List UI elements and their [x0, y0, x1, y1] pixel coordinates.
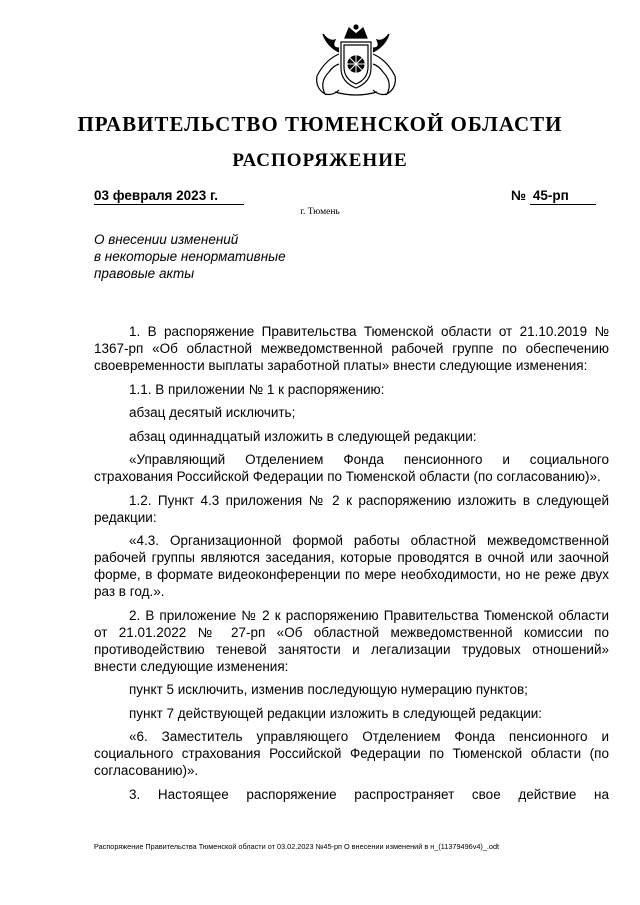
paragraph: «4.3. Организационной формой работы областной межведомственной рабочей группы являются заседания, которые проводятся в очной или заочной форме, в формате видеоконференции по мере необходимости, но не реже двух раз в год.». — [94, 533, 609, 599]
paragraph: абзац одиннадцатый изложить в следующей редакции: — [129, 428, 477, 444]
paragraph: 2. В приложение № 2 к распоряжению Правительства Тюменской области от 21.01.2022 № 27-рп «Об областной межведомственной комиссии по противодействию теневой занятости и легализации трудовых отношений» внести следующие изменения: — [94, 607, 609, 674]
paragraph: 1.1. В приложении № 1 к распоряжению: — [129, 381, 385, 397]
number-value: 45-рп — [530, 187, 596, 205]
subject-line: правовые акты — [94, 266, 195, 281]
subject-line: О внесении изменений — [94, 232, 239, 247]
document-date: 03 февраля 2023 г. — [94, 187, 244, 205]
document-type-title: РАСПОРЯЖЕНИЕ — [232, 150, 408, 171]
paragraph: 3. Настоящее распоряжение распространяет свое действие на — [129, 786, 609, 802]
document-body — [94, 323, 609, 809]
paragraph: «Управляющий Отделением Фонда пенсионного и социального страхования Российской Федерации по Тюменской области (по согласованию)». — [94, 452, 609, 484]
city-label: г. Тюмень — [300, 207, 340, 217]
subject-line: в некоторые ненормативные — [94, 249, 286, 264]
paragraph: 1.2. Пункт 4.3 приложения № 2 к распоряжению изложить в следующей редакции: — [94, 492, 609, 525]
number-sign: № — [511, 188, 527, 203]
paragraph: 1. В распоряжение Правительства Тюменской области от 21.10.2019 № 1367-рп «Об областной межведомственной рабочей группе по обеспечению своевременности выплаты заработной платы» внести следующие изменения: — [94, 324, 609, 373]
paragraph: «6. Заместитель управляющего Отделением Фонда пенсионного и социального страхования Российской Федерации по Тюменской области (по согласованию)». — [94, 729, 609, 778]
organization-title: ПРАВИТЕЛЬСТВО ТЮМЕНСКОЙ ОБЛАСТИ — [77, 112, 563, 136]
paragraph: пункт 7 действующей редакции изложить в следующей редакции: — [129, 705, 543, 721]
paragraph: пункт 5 исключить, изменив последующую нумерацию пунктов; — [129, 682, 528, 697]
coat-of-arms-emblem — [305, 24, 407, 98]
paragraph: абзац десятый исключить; — [129, 405, 296, 420]
page-footer: Распоряжение Правительства Тюменской области от 03.02.2023 №45-рп О внесении изменений в н_(11379496v4)_.odt — [94, 842, 500, 851]
document-subject — [94, 231, 334, 282]
document-number — [511, 187, 605, 205]
